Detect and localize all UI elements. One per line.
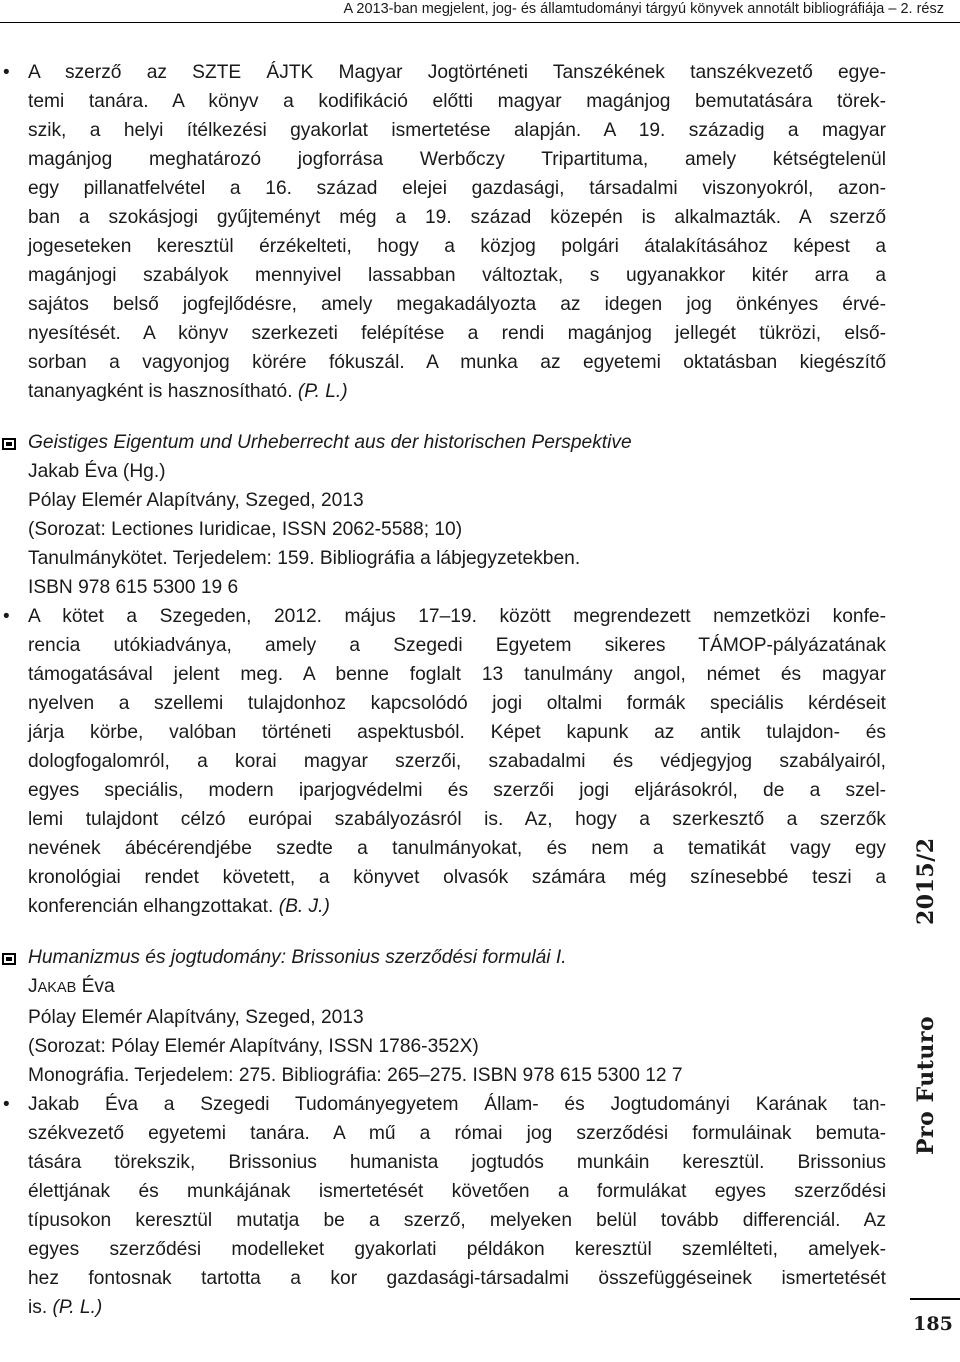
annotation-last-text: is.: [28, 1297, 48, 1318]
annotation-line: nyelven a szellemi tulajdonhoz kapcsolódó jogi oltalmi formák speciális kérdéseit: [28, 693, 886, 714]
running-title: A 2013-ban megjelent, jog- és államtudományi tárgyú könyvek annotált bibliográfiája – 2. rész: [343, 1, 944, 17]
annotation-line: sorban a vagyonjog körére fókuszál. A munka az egyetemi oktatásban kiegészítő: [28, 352, 886, 373]
annotation-line: élettjának és munkájának ismertetését követően a formulákat egyes szerződési: [28, 1181, 886, 1202]
entry-series: (Sorozat: Pólay Elemér Alapítvány, ISSN 1786-352X): [28, 1036, 479, 1057]
annotation-initials: (B. J.): [278, 896, 330, 917]
annotation-line: székvezető egyetemi tanára. A mű a római jog szerződési formuláinak bemuta-: [28, 1123, 886, 1144]
annotation-line: A kötet a Szegeden, 2012. május 17–19. között megrendezett nemzetközi konfe-: [28, 606, 886, 627]
annotation-line: rencia utókiadványa, amely a Szegedi Egyetem sikeres TÁMOP-pályázatának: [28, 635, 886, 656]
annotation-line: egyes speciális, modern iparjogvédelmi és szerzői jogi eljárásokról, de a szel-: [28, 780, 886, 801]
annotation-line: ban a szokásjogi gyűjteményt még a 19. század közepén is alkalmazták. A szerző: [28, 207, 886, 228]
author-initial: J: [28, 976, 38, 997]
annotation-line: A szerző az SZTE ÁJTK Magyar Jogtörténeti Tanszékének tanszékvezető egye-: [28, 62, 886, 83]
entry-author: Jakab Éva (Hg.): [28, 461, 166, 482]
annotation-initials: (P. L.): [297, 381, 348, 402]
annotation-line: sajátos belső jogfejlődésre, amely megakadályozta az idegen jog önkényes érvé-: [28, 294, 886, 315]
journal-name: Pro Futuro: [913, 1015, 939, 1155]
annotation-last-text: konferencián elhangzottakat.: [28, 896, 274, 917]
journal-issue: 2015/2: [913, 837, 939, 925]
entry-author: [28, 972, 886, 1003]
journal-sidebar-label: [913, 837, 939, 1155]
annotation-line: szik, a helyi ítélkezési gyakorlat ismertetése alapján. A 19. századig a magyar: [28, 120, 886, 141]
annotation-line: tására törekszik, Brissonius humanista jogtudós munkáin keresztül. Brissonius: [28, 1152, 886, 1173]
entry-title: Geistiges Eigentum und Urheberrecht aus der historischen Perspektive: [28, 432, 632, 453]
entry-details: Monográfia. Terjedelem: 275. Bibliográfia: 265–275. ISBN 978 615 5300 12 7: [28, 1065, 683, 1086]
author-smallcaps: AKAB: [37, 980, 77, 996]
annotation-line: dologfogalomról, a korai magyar szerzői, szabadalmi és védjegyjog szabályairól,: [28, 751, 886, 772]
bullet-icon: •: [3, 606, 10, 627]
entry-title: Humanizmus és jogtudomány: Brissonius szerződési formulái I.: [28, 947, 567, 968]
entry-isbn: ISBN 978 615 5300 19 6: [28, 577, 239, 598]
annotation-line: magánjog meghatározó jogforrása Werbőczy Tripartituma, amely kétségtelenül: [28, 149, 886, 170]
bibliography-entry-1: [28, 428, 886, 602]
annotation-line: egyes szerződési modelleket gyakorlati példákon keresztül szemlélteti, amelyek-: [28, 1239, 886, 1260]
annotation-2: [3, 602, 886, 921]
annotation-line-last: [28, 1293, 886, 1322]
bullet-icon: •: [3, 1094, 10, 1115]
annotation-line: kronológiai rendet követett, a könyvet olvasók számára még színesebbé teszi a: [28, 867, 886, 888]
bibliography-entry-2: [28, 943, 886, 1090]
annotation-line: Jakab Éva a Szegedi Tudományegyetem Állam- és Jogtudományi Karának tan-: [28, 1094, 886, 1115]
annotation-1: [3, 58, 886, 406]
annotation-line: nevének ábécérendjébe szedte a tanulmányokat, és nem a tematikát vagy egy: [28, 838, 886, 859]
annotation-line: egy pillanatfelvétel a 16. század elejei gazdasági, társadalmi viszonyokról, azon-: [28, 178, 886, 199]
running-header: [0, 0, 960, 23]
entry-series: (Sorozat: Lectiones Iuridicae, ISSN 2062-5588; 10): [28, 519, 463, 540]
annotation-line: támogatásával jelent meg. A benne foglalt 13 tanulmány angol, német és magyar: [28, 664, 886, 685]
annotation-line: magánjogi szabályok mennyivel lassabban változtak, s ugyanakkor kitér arra a: [28, 265, 886, 286]
annotation-line: hez fontosnak tartotta a kor gazdasági-társadalmi összefüggéseinek ismertetését: [28, 1268, 886, 1289]
entry-details: Tanulmánykötet. Terjedelem: 159. Bibliográfia a lábjegyzetekben.: [28, 548, 581, 569]
page-content: [3, 58, 886, 1322]
annotation-line: jogeseteken keresztül érzékelteti, hogy a közjog polgári átalakításához képest a: [28, 236, 886, 257]
annotation-line-last: [28, 377, 886, 406]
square-bullet-icon: [2, 438, 16, 450]
annotation-line: nyesítését. A könyv szerkezeti felépítése a rendi magánjog jellegét tükrözi, első-: [28, 323, 886, 344]
page-number: 185: [913, 1313, 953, 1335]
author-firstname: Éva: [76, 976, 115, 997]
annotation-last-text: tananyagként is hasznosítható.: [28, 381, 293, 402]
annotation-line: temi tanára. A könyv a kodifikáció előtti magyar magánjog bemutatására törek-: [28, 91, 886, 112]
entry-publisher: Pólay Elemér Alapítvány, Szeged, 2013: [28, 490, 364, 511]
annotation-line-last: [28, 892, 886, 921]
square-bullet-icon: [2, 953, 16, 965]
annotation-line: típusokon keresztül mutatja be a szerző, melyeken belül tovább differenciál. Az: [28, 1210, 886, 1231]
annotation-3: [3, 1090, 886, 1322]
entry-publisher: Pólay Elemér Alapítvány, Szeged, 2013: [28, 1007, 364, 1028]
annotation-line: járja körbe, valóban történeti aspektusból. Képet kapunk az antik tulajdon- és: [28, 722, 886, 743]
annotation-line: lemi tulajdont célzó európai szabályozásról is. Az, hogy a szerkesztő a szerzők: [28, 809, 886, 830]
annotation-initials: (P. L.): [52, 1297, 103, 1318]
bullet-icon: •: [3, 62, 10, 83]
